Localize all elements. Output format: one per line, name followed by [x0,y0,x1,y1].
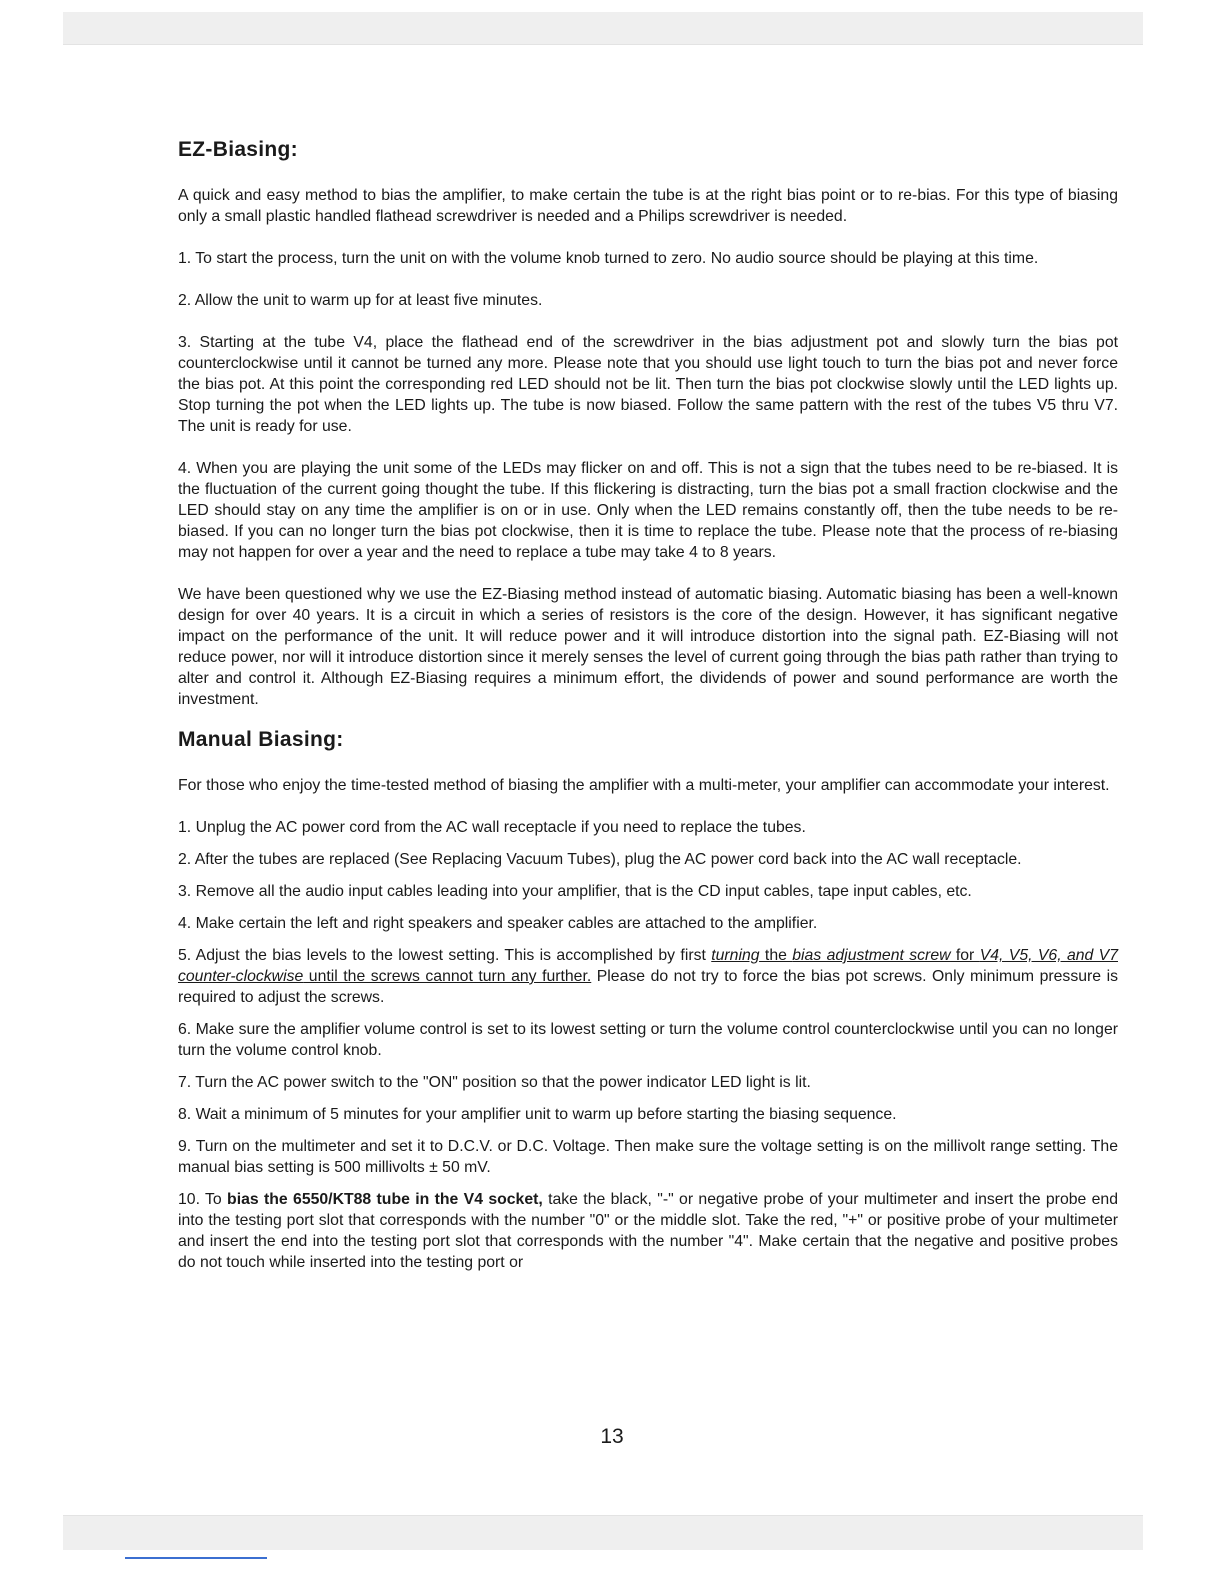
scan-border-top [63,12,1143,45]
manual-step-4: 4. Make certain the left and right speakers and speaker cables are attached to the amplifier. [178,915,818,932]
ez-closing-paragraph: We have been questioned why we use the EZ-Biasing method instead of automatic biasing. Automatic biasing has been a well-known design for over 40 years. It is a circuit in which a series of resistors is the core of the design. However, it has significant negative impact on the performance of the unit. It will reduce power and it will introduce distortion into the signal path. EZ-Biasing will not reduce power, nor will it introduce distortion since it merely senses the level of current going through the bias path rather than trying to alter and control it. Although EZ-Biasing requires a minimum effort, the dividends of power and sound performance are worth the investment. [178,586,1118,708]
manual-biasing-heading: Manual Biasing: [178,728,344,751]
page-number: 13 [600,1425,624,1448]
decorative-blue-line [125,1557,267,1559]
manual-step-3: 3. Remove all the audio input cables leading into your amplifier, that is the CD input cables, tape input cables, etc. [178,883,972,900]
manual-step-2: 2. After the tubes are replaced (See Replacing Vacuum Tubes), plug the AC power cord back into the AC wall receptacle. [178,851,1022,868]
ez-step-4: 4. When you are playing the unit some of the LEDs may flicker on and off. This is not a sign that the tubes need to be re-biased. It is the fluctuation of the current going thought the tube. If this flickering is distracting, turn the bias pot a small fraction clockwise and the LED should stay on any time the amplifier is on or in use. Only when the LED remains constantly off, then the tube needs to be re-biased. If you can no longer turn the bias pot clockwise, then it is time to replace the tube. Please note that the process of re-biasing may not happen for over a year and the need to replace a tube may take 4 to 8 years. [178,460,1118,561]
ez-intro-paragraph: A quick and easy method to bias the amplifier, to make certain the tube is at the right bias point or to re-bias. For this type of biasing only a small plastic handled flathead screwdriver is needed and a Philips screwdriver is needed. [178,187,1118,225]
scan-border-bottom [63,1515,1143,1550]
manual-step-1: 1. Unplug the AC power cord from the AC wall receptacle if you need to replace the tubes. [178,819,806,836]
ez-biasing-heading: EZ-Biasing: [178,138,298,161]
ez-step-2: 2. Allow the unit to warm up for at least five minutes. [178,292,543,309]
manual-step-8: 8. Wait a minimum of 5 minutes for your amplifier unit to warm up before starting the biasing sequence. [178,1106,897,1123]
manual-step-10: 10. To bias the 6550/KT88 tube in the V4 socket, take the black, "-" or negative probe of your multimeter and insert the probe end into the testing port slot that corresponds with the number "0" or the middle slot. Take the red, "+" or positive probe of your multimeter and insert the end into the testing port slot that corresponds with the number "4". Make certain that the negative and positive probes do not touch while inserted into the testing port or [178,1191,1118,1271]
page-content [178,138,1118,1284]
manual-step-9: 9. Turn on the multimeter and set it to D.C.V. or D.C. Voltage. Then make sure the voltage setting is on the millivolt range setting. The manual bias setting is 500 millivolts ± 50 mV. [178,1138,1118,1176]
ez-step-1: 1. To start the process, turn the unit on with the volume knob turned to zero. No audio source should be playing at this time. [178,250,1039,267]
manual-step-5: 5. Adjust the bias levels to the lowest setting. This is accomplished by first turning the bias adjustment screw for V4, V5, V6, and V7 counter-clockwise until the screws cannot turn any further. Please do not try to force the bias pot screws. Only minimum pressure is required to adjust the screws. [178,947,1118,1006]
ez-step-3: 3. Starting at the tube V4, place the flathead end of the screwdriver in the bias adjustment pot and slowly turn the bias pot counterclockwise until it cannot be turned any more. Please note that you should use light touch to turn the bias pot and never force the bias pot. At this point the corresponding red LED should not be lit. Then turn the bias pot clockwise slowly until the LED lights up. Stop turning the pot when the LED lights up. The tube is now biased. Follow the same pattern with the rest of the tubes V5 thru V7. The unit is ready for use. [178,334,1118,435]
manual-step-7: 7. Turn the AC power switch to the "ON" position so that the power indicator LED light is lit. [178,1074,811,1091]
manual-intro-paragraph: For those who enjoy the time-tested method of biasing the amplifier with a multi-meter, your amplifier can accommodate your interest. [178,777,1110,794]
manual-step-6: 6. Make sure the amplifier volume control is set to its lowest setting or turn the volume control counterclockwise until you can no longer turn the volume control knob. [178,1021,1118,1059]
